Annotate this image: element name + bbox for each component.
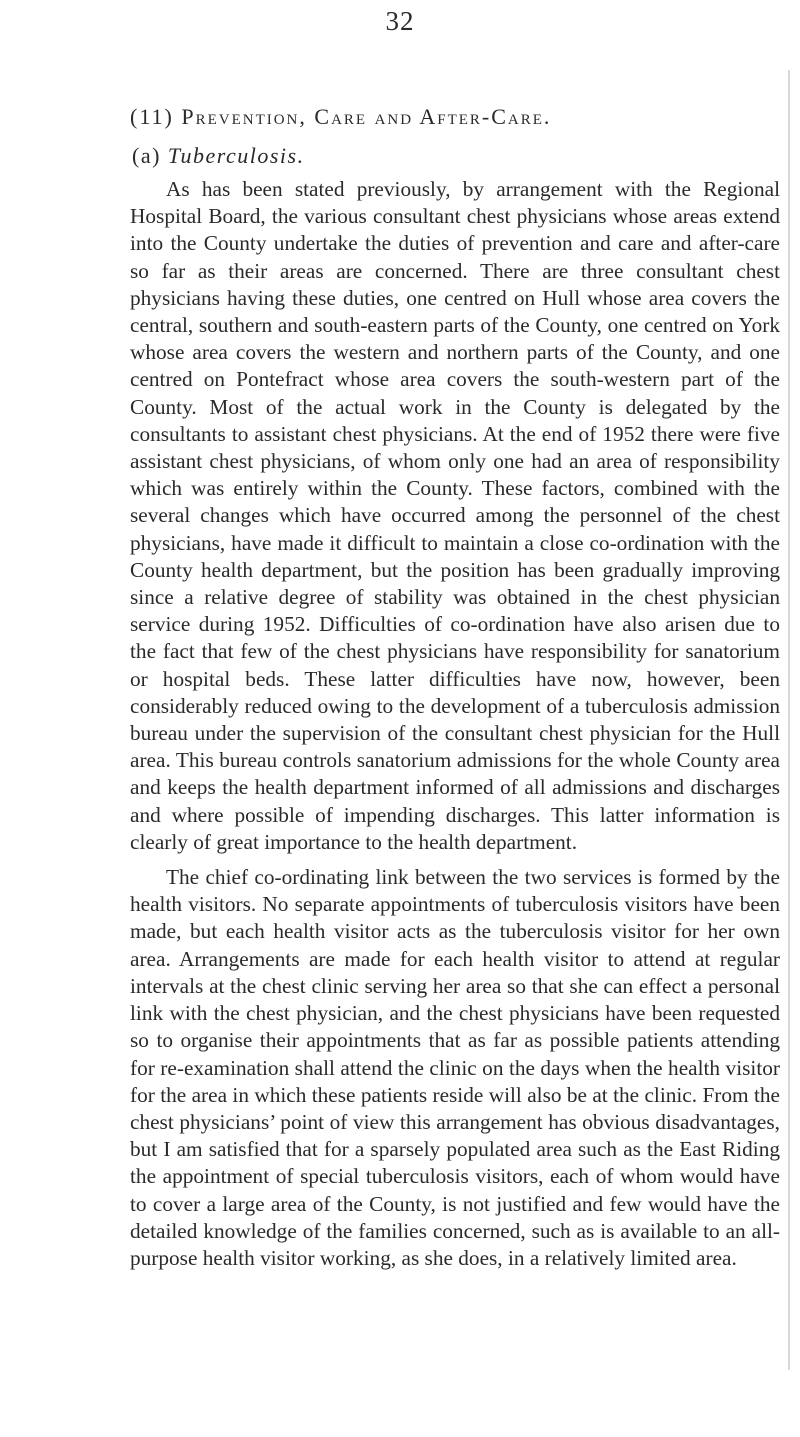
- paragraph-health-visitors: The chief co-ordinating link between the two services is formed by the health visitors. No separate appointments of tuberculosis visitors have been made, but each health visitor acts as the tuberculosis visitor for her own area. Arrangements are made for each health visitor to attend at regular intervals at the chest clinic serving her area so that she can effect a personal link with the chest physician, and the chest physicians have been requested so to organise their appointments that as far as possible patients attending for re-examination shall attend the clinic on the days when the health visitor for the area in which these patients reside will also be at the clinic. From the chest physicians’ point of view this arrangement has obvious disadvantages, but I am satisfied that for a sparsely populated area such as the East Riding the appointment of special tuberculosis visitors, each of whom would have to cover a large area of the County, is not justified and few would have the detailed knowledge of the families concerned, such as is available to an all-purpose health visitor working, as she does, in a relatively limited area.: [130, 865, 780, 1270]
- body-text: [130, 176, 780, 1272]
- paragraph-arrangements: As has been stated previously, by arrangement with the Regional Hospital Board, the various consultant chest physicians whose areas extend into the County undertake the duties of prevention and care and after-care so far as their areas are concerned. There are three consultant chest physicians having these duties, one centred on Hull whose area covers the central, southern and south-eastern parts of the County, one centred on York whose area covers the western and northern parts of the County, and one centred on Pontefract whose area covers the south-western part of the County. Most of the actual work in the County is delegated by the consultants to assistant chest physicians. At the end of 1952 there were five assistant chest physicians, of whom only one had an area of responsibility which was entirely within the County. These factors, combined with the several changes which have occurred among the personnel of the chest physicians, have made it difficult to maintain a close co-ordination with the County health department, but the position has been gradually improving since a relative degree of stability was obtained in the chest physician service during 1952. Difficulties of co-ordination have also arisen due to the fact that few of the chest physicians have responsibility for sanatorium or hospital beds. These latter difficulties have now, however, been considerably reduced owing to the development of a tuberculosis admission bureau under the supervision of the consultant chest physician for the Hull area. This bureau controls sanatorium admissions for the whole County area and keeps the health department informed of all admissions and discharges and where possible of impending discharges. This latter information is clearly of great importance to the health department.: [130, 177, 780, 854]
- scan-edge-shadow: [788, 70, 790, 1370]
- subsection-heading: [132, 143, 305, 169]
- subsection-marker: (a): [132, 143, 168, 168]
- subsection-title: Tuberculosis.: [167, 143, 305, 168]
- page-number: 32: [385, 6, 415, 36]
- section-heading: (11) Prevention, Care and After-Care.: [130, 104, 552, 129]
